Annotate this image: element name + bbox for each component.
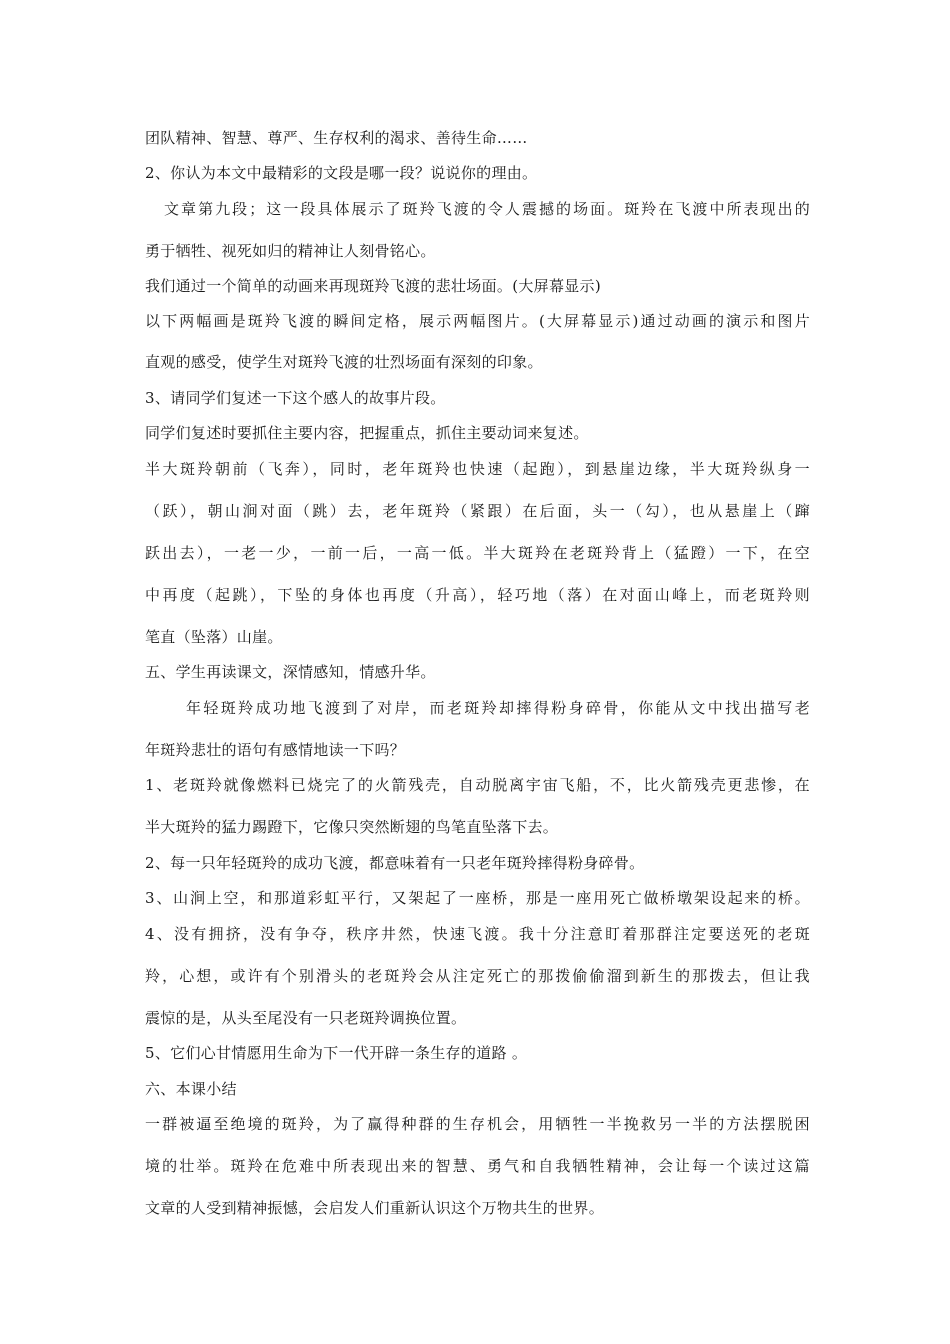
text-line-16: 年轻斑羚成功地飞渡到了对岸，而老斑羚却摔得粉身碎骨，你能从文中找出描写老 <box>186 699 810 717</box>
text-line-10: 半大斑羚朝前（飞奔），同时，老年斑羚也快速（起跑），到悬崖边缘，半大斑羚纵身一 <box>145 460 810 478</box>
text-line-24: 震惊的是，从头至尾没有一只老斑羚调换位置。 <box>145 1009 467 1027</box>
text-line-25: 5、它们心甘情愿用生命为下一代开辟一条生存的道路 。 <box>145 1044 528 1062</box>
text-line-9: 同学们复述时要抓住主要内容，把握重点，抓住主要动词来复述。 <box>145 424 589 442</box>
text-line-22: 4、没有拥挤，没有争夺，秩序井然，快速飞渡。我十分注意盯着那群注定要送死的老斑 <box>145 925 810 943</box>
text-line-27: 一群被逼至绝境的斑羚，为了赢得种群的生存机会，用牺牲一半挽救另一半的方法摆脱困 <box>145 1115 810 1133</box>
text-line-28: 境的壮举。斑羚在危难中所表现出来的智慧、勇气和自我牺牲精神，会让每一个读过这篇 <box>145 1157 810 1175</box>
text-line-5: 我们通过一个简单的动画来再现斑羚飞渡的悲壮场面。(大屏幕显示) <box>145 277 602 295</box>
text-line-23: 羚，心想，或许有个别滑头的老斑羚会从注定死亡的那拨偷偷溜到新生的那拨去，但让我 <box>145 967 810 985</box>
text-line-26: 六、本课小结 <box>145 1080 237 1098</box>
text-line-17: 年斑羚悲壮的语句有感情地读一下吗？ <box>145 741 406 759</box>
text-line-4: 勇于牺牲、视死如归的精神让人刻骨铭心。 <box>145 242 436 260</box>
text-line-3: 文章第九段；这一段具体展示了斑羚飞渡的令人震撼的场面。斑羚在飞渡中所表现出的 <box>164 200 810 218</box>
text-line-18: 1、老斑羚就像燃料已烧完了的火箭残壳，自动脱离宇宙飞船，不，比火箭残壳更悲惨，在 <box>145 776 810 794</box>
text-line-1: 团队精神、智慧、尊严、生存权利的渴求、善待生命…… <box>145 129 528 147</box>
text-line-19: 半大斑羚的猛力踢蹬下，它像只突然断翅的鸟笔直坠落下去。 <box>145 818 559 836</box>
text-line-2: 2、你认为本文中最精彩的文段是哪一段？说说你的理由。 <box>145 164 538 182</box>
text-line-21: 3、山涧上空，和那道彩虹平行，又架起了一座桥，那是一座用死亡做桥墩架设起来的桥。 <box>145 889 810 907</box>
text-line-13: 中再度（起跳），下坠的身体也再度（升高），轻巧地（落）在对面山峰上，而老斑羚则 <box>145 586 810 604</box>
text-line-11: （跃），朝山涧对面（跳）去，老年斑羚（紧跟）在后面，头一（勾），也从悬崖上（蹿 <box>145 502 810 520</box>
text-line-15: 五、学生再读课文，深情感知，情感升华。 <box>145 663 436 681</box>
text-line-20: 2、每一只年轻斑羚的成功飞渡，都意味着有一只老年斑羚摔得粉身碎骨。 <box>145 854 645 872</box>
text-line-8: 3、请同学们复述一下这个感人的故事片段。 <box>145 389 446 407</box>
text-line-6: 以下两幅画是斑羚飞渡的瞬间定格，展示两幅图片。(大屏幕显示)通过动画的演示和图片 <box>145 312 810 330</box>
text-line-7: 直观的感受，使学生对斑羚飞渡的壮烈场面有深刻的印象。 <box>145 353 543 371</box>
text-line-12: 跃出去），一老一少，一前一后，一高一低。半大斑羚在老斑羚背上（猛蹬）一下，在空 <box>145 544 810 562</box>
text-line-14: 笔直（坠落）山崖。 <box>145 628 283 646</box>
text-line-29: 文章的人受到精神振憾，会启发人们重新认识这个万物共生的世界。 <box>145 1199 605 1217</box>
